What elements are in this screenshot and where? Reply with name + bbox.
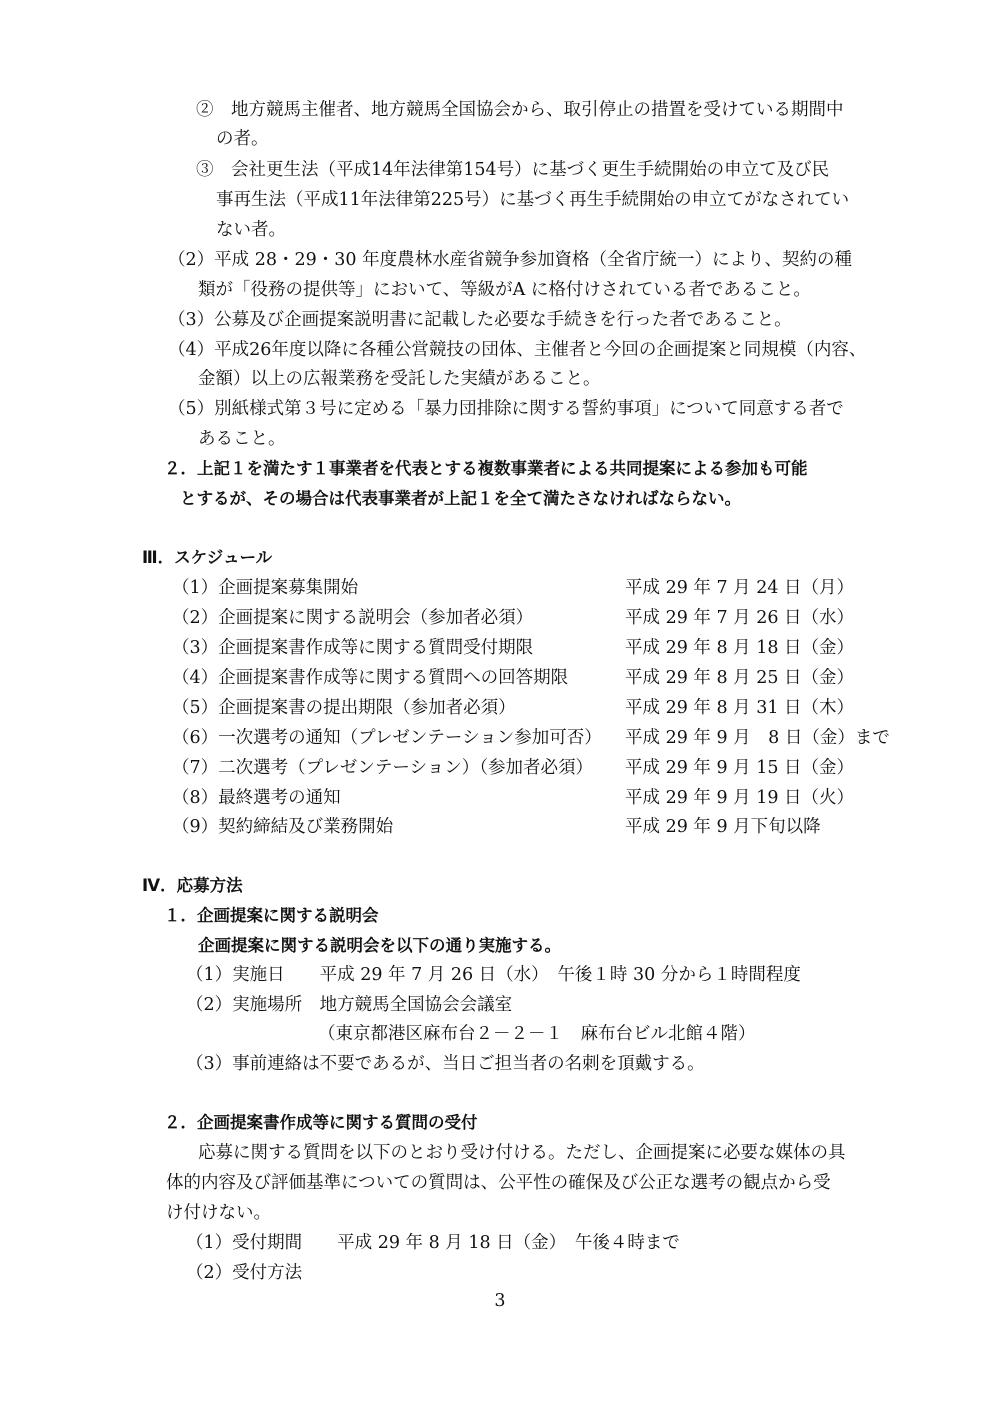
schedule-item-label: （6）一次選考の通知（プレゼンテーション参加可否） [172,728,602,748]
schedule-item-label: （2）企画提案に関する説明会（参加者必須） [172,608,534,628]
schedule-item-date: 平成 29 年 8 月 25 日（金） [625,668,855,688]
questions-paragraph-line-2: 体的内容及び評価基準についての質問は、公平性の確保及び公正な選考の観点から受 [166,1173,831,1193]
schedule-item-date: 平成 29 年 9 月下旬以降 [625,817,821,837]
schedule-item-date: 平成 29 年 7 月 26 日（水） [625,608,855,628]
schedule-item-label: （3）企画提案書作成等に関する質問受付期限 [172,638,534,658]
schedule-item-label: （4）企画提案書作成等に関する質問への回答期限 [172,668,569,688]
page-number: 3 [494,1291,506,1311]
questions-heading: ２．企画提案書作成等に関する質問の受付 [164,1113,478,1132]
questions-paragraph-line-3: け付けない。 [166,1203,271,1223]
schedule-item-date: 平成 29 年 9 月 8 日（金）まで [625,728,890,748]
eligibility-paragraph-4-line-1: （4）平成26年度以降に各種公営競技の団体、主催者と今回の企画提案と同規模（内容、 [168,340,867,360]
questions-method: （2）受付方法 [186,1263,303,1283]
schedule-item-label: （8）最終選考の通知 [172,788,341,808]
eligibility-item-2-line-2: の者。 [216,129,269,149]
eligibility-paragraph-3: （3）公募及び企画提案説明書に記載した必要な手続きを行った者であること。 [168,310,792,330]
schedule-item-date: 平成 29 年 8 月 18 日（金） [625,638,855,658]
schedule-item-date: 平成 29 年 9 月 19 日（火） [625,788,855,808]
eligibility-item-3-line-1: ③ 会社更生法（平成14年法律第154号）に基づく更生手続開始の申立て及び民 [196,160,830,180]
eligibility-paragraph-5-line-1: （5）別紙様式第３号に定める「暴力団排除に関する誓約事項」について同意する者で [168,399,844,419]
joint-proposal-line-2: とするが、その場合は代表事業者が上記１を全て満たさなければならない。 [180,489,741,508]
schedule-item-date: 平成 29 年 9 月 15 日（金） [625,758,855,778]
eligibility-item-2-line-1: ② 地方競馬主催者、地方競馬全国協会から、取引停止の措置を受けている期間中 [196,100,844,120]
joint-proposal-line-1: ２．上記１を満たす１事業者を代表とする複数事業者による共同提案による参加も可能 [164,459,808,478]
eligibility-paragraph-2-line-1: （2）平成 28・29・30 年度農林水産省競争参加資格（全省庁統一）により、契約の種 [168,250,853,270]
briefing-intro: 企画提案に関する説明会を以下の通り実施する。 [198,936,561,955]
briefing-note: （3）事前連絡は不要であるが、当日ご担当者の名刺を頂戴する。 [186,1054,705,1074]
eligibility-item-3-line-3: ない者。 [216,220,286,240]
briefing-venue-address: （東京都港区麻布台２－２－１ 麻布台ビル北館４階） [318,1024,756,1044]
briefing-venue: （2）実施場所 地方競馬全国協会会議室 [186,995,513,1015]
eligibility-paragraph-5-line-2: あること。 [198,429,286,449]
schedule-item-label: （5）企画提案書の提出期限（参加者必須） [172,698,516,718]
schedule-item-label: （1）企画提案募集開始 [172,578,359,598]
schedule-item-label: （7）二次選考（プレゼンテーション）（参加者必須） [172,758,593,778]
eligibility-item-3-line-2: 事再生法（平成11年法律第225号）に基づく再生手続開始の申立てがなされてい [216,190,850,210]
briefing-heading: １．企画提案に関する説明会 [164,906,379,925]
eligibility-paragraph-2-line-2: 類が「役務の提供等」において、等級がA に格付けされている者であること。 [198,280,811,300]
eligibility-paragraph-4-line-2: 金額）以上の広報業務を受託した実績があること。 [198,369,601,389]
briefing-date: （1）実施日 平成 29 年 7 月 26 日（水） 午後１時 30 分から１時間程度 [186,965,801,985]
schedule-item-date: 平成 29 年 8 月 31 日（木） [625,698,855,718]
schedule-item-date: 平成 29 年 7 月 24 日（月） [625,578,855,598]
application-heading: Ⅳ．応募方法 [142,876,243,895]
schedule-item-label: （9）契約締結及び業務開始 [172,817,394,837]
schedule-heading: Ⅲ．スケジュール [142,548,273,567]
questions-period: （1）受付期間 平成 29 年 8 月 18 日（金） 午後４時まで [186,1233,680,1253]
questions-paragraph-line-1: 応募に関する質問を以下のとおり受け付ける。ただし、企画提案に必要な媒体の具 [198,1143,846,1163]
